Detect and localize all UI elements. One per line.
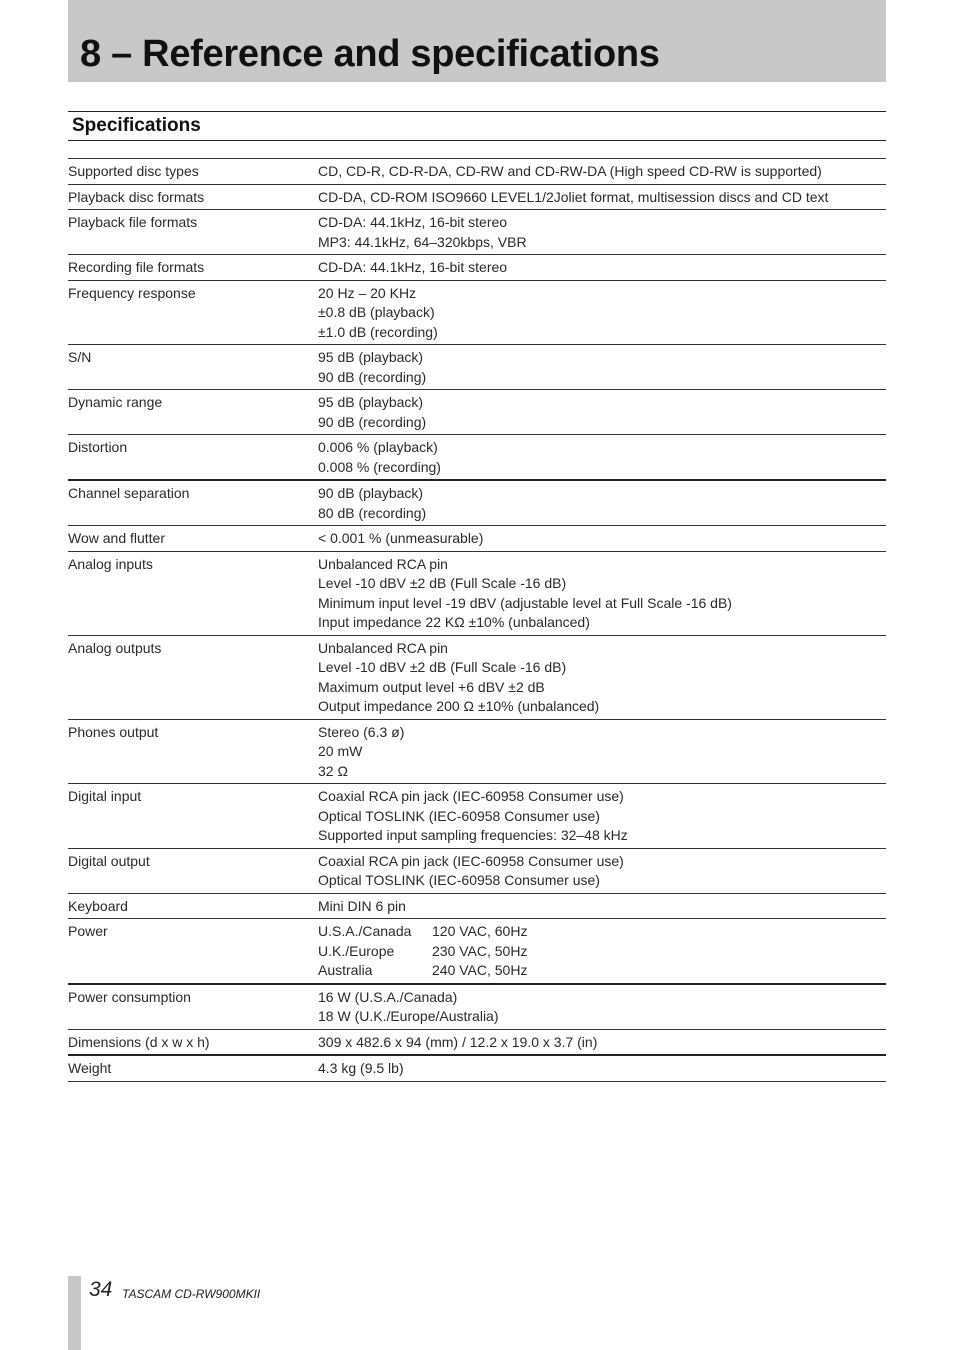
spec-value (318, 988, 886, 1027)
spec-table (68, 158, 886, 1082)
spec-row (68, 526, 886, 552)
spec-value (318, 213, 886, 252)
spec-value (318, 787, 886, 846)
spec-value-line: Maximum output level +6 dBV ±2 dB (318, 678, 545, 695)
spec-value-line: MP3: 44.1kHz, 64–320kbps, VBR (318, 233, 527, 250)
spec-value (318, 555, 886, 633)
spec-row (68, 345, 886, 390)
spec-label: Analog outputs (68, 639, 162, 656)
spec-value-line: Mini DIN 6 pin (318, 897, 406, 914)
power-spec: 230 VAC, 50Hz (432, 942, 528, 959)
spec-value-line: Optical TOSLINK (IEC-60958 Consumer use) (318, 807, 600, 824)
spec-row (68, 894, 886, 920)
spec-value-line: Unbalanced RCA pin (318, 639, 448, 656)
spec-value-line: CD, CD-R, CD-R-DA, CD-RW and CD-RW-DA (High speed CD-RW is supported) (318, 163, 822, 179)
spec-value (318, 529, 886, 549)
spec-value (318, 258, 886, 278)
spec-value-line: 0.008 % (recording) (318, 458, 441, 475)
spec-row (68, 255, 886, 281)
spec-label: Dynamic range (68, 394, 163, 410)
spec-label: Channel separation (68, 485, 190, 501)
spec-value-line: 95 dB (playback) (318, 394, 424, 410)
spec-value (318, 1033, 886, 1053)
spec-row (68, 390, 886, 435)
spec-row (68, 435, 886, 481)
power-region: Australia (318, 962, 373, 978)
spec-label: Playback disc formats (68, 188, 205, 205)
spec-value-line: 90 dB (recording) (318, 368, 427, 385)
spec-value-line: Input impedance 22 KΩ ±10% (unbalanced) (318, 614, 590, 630)
footer-brand: TASCAM CD-RW900MKII (122, 1287, 261, 1301)
spec-label: Power (68, 923, 108, 939)
spec-row (68, 849, 886, 894)
power-region: U.K./Europe (318, 942, 395, 959)
spec-label: Frequency response (68, 284, 196, 301)
section-title: Specifications (72, 115, 201, 136)
spec-value-line: 95 dB (playback) (318, 349, 424, 365)
spec-value (318, 1059, 886, 1079)
spec-label: Distortion (68, 439, 128, 455)
power-line (318, 961, 886, 981)
spec-value (318, 284, 886, 343)
spec-row (68, 1056, 886, 1082)
spec-row (68, 985, 886, 1030)
spec-row (68, 636, 886, 720)
power-region: U.S.A./Canada (318, 923, 412, 939)
spec-label: Power consumption (68, 988, 191, 1005)
footer-tab (68, 1276, 81, 1350)
spec-value-line: Coaxial RCA pin jack (IEC-60958 Consumer use) (318, 788, 624, 804)
spec-value-line: Output impedance 200 Ω ±10% (unbalanced) (318, 698, 600, 714)
spec-value-line: < 0.001 % (unmeasurable) (318, 530, 484, 546)
spec-label: Supported disc types (68, 163, 199, 179)
spec-value (318, 639, 886, 717)
chapter-header (68, 0, 886, 82)
chapter-title: 8 – Reference and specifications (80, 33, 660, 75)
spec-value-line: Optical TOSLINK (IEC-60958 Consumer use) (318, 872, 600, 888)
spec-row (68, 720, 886, 785)
spec-row (68, 185, 886, 211)
spec-value (318, 897, 886, 917)
spec-value-line: ±1.0 dB (recording) (318, 323, 438, 340)
spec-value-line: 18 W (U.K./Europe/Australia) (318, 1008, 499, 1024)
spec-label: S/N (68, 349, 92, 365)
spec-label: Playback file formats (68, 214, 198, 230)
spec-row (68, 784, 886, 849)
spec-value (318, 852, 886, 891)
spec-value-line: 4.3 kg (9.5 lb) (318, 1060, 404, 1076)
spec-value-line: 20 mW (318, 743, 363, 759)
spec-value-line: 16 W (U.S.A./Canada) (318, 988, 458, 1005)
spec-row (68, 552, 886, 636)
spec-value-line: 32 Ω (318, 762, 348, 779)
spec-row (68, 159, 886, 185)
spec-value (318, 188, 886, 208)
spec-label: Dimensions (d x w x h) (68, 1033, 210, 1050)
power-spec: 240 VAC, 50Hz (432, 962, 528, 978)
spec-value-line: CD-DA, CD-ROM ISO9660 LEVEL1/2Joliet format, multisession discs and CD text (318, 188, 829, 205)
spec-value-line: 90 dB (recording) (318, 413, 427, 430)
spec-value-line: Stereo (6.3 ø) (318, 723, 405, 740)
spec-row (68, 919, 886, 985)
spec-value (318, 393, 886, 432)
spec-value (318, 438, 886, 477)
spec-value (318, 723, 886, 782)
spec-value (318, 922, 886, 981)
spec-value (318, 348, 886, 387)
spec-value-line: 80 dB (recording) (318, 504, 427, 521)
spec-label: Keyboard (68, 897, 128, 914)
section-header (68, 111, 886, 141)
spec-value-line: CD-DA: 44.1kHz, 16-bit stereo (318, 259, 508, 275)
spec-value-line: Unbalanced RCA pin (318, 555, 448, 572)
spec-label: Wow and flutter (68, 530, 166, 546)
spec-value-line: Level -10 dBV ±2 dB (Full Scale -16 dB) (318, 575, 567, 591)
spec-label: Digital input (68, 788, 142, 804)
spec-value-line: CD-DA: 44.1kHz, 16-bit stereo (318, 214, 508, 230)
spec-value-line: Coaxial RCA pin jack (IEC-60958 Consumer use) (318, 852, 624, 869)
spec-value-line: 0.006 % (playback) (318, 439, 438, 455)
spec-value-line: ±0.8 dB (playback) (318, 304, 435, 320)
spec-row (68, 1030, 886, 1057)
spec-row (68, 281, 886, 346)
spec-value-line: 309 x 482.6 x 94 (mm) / 12.2 x 19.0 x 3.7 (in) (318, 1033, 598, 1050)
spec-row (68, 210, 886, 255)
spec-label: Phones output (68, 723, 159, 740)
power-line (318, 942, 886, 962)
spec-value-line: Supported input sampling frequencies: 32–48 kHz (318, 827, 628, 843)
spec-value-line: Level -10 dBV ±2 dB (Full Scale -16 dB) (318, 659, 567, 675)
spec-value-line: 90 dB (playback) (318, 485, 424, 501)
power-line (318, 922, 886, 942)
spec-value-line: Minimum input level -19 dBV (adjustable level at Full Scale -16 dB) (318, 594, 732, 611)
spec-value-line: 20 Hz – 20 KHz (318, 284, 417, 301)
spec-label: Digital output (68, 852, 150, 869)
spec-row (68, 481, 886, 526)
page-number: 34 (89, 1278, 113, 1301)
spec-label: Weight (68, 1060, 112, 1076)
spec-value (318, 162, 886, 182)
power-spec: 120 VAC, 60Hz (432, 923, 528, 939)
spec-value (318, 484, 886, 523)
spec-label: Analog inputs (68, 555, 153, 572)
spec-label: Recording file formats (68, 259, 205, 275)
